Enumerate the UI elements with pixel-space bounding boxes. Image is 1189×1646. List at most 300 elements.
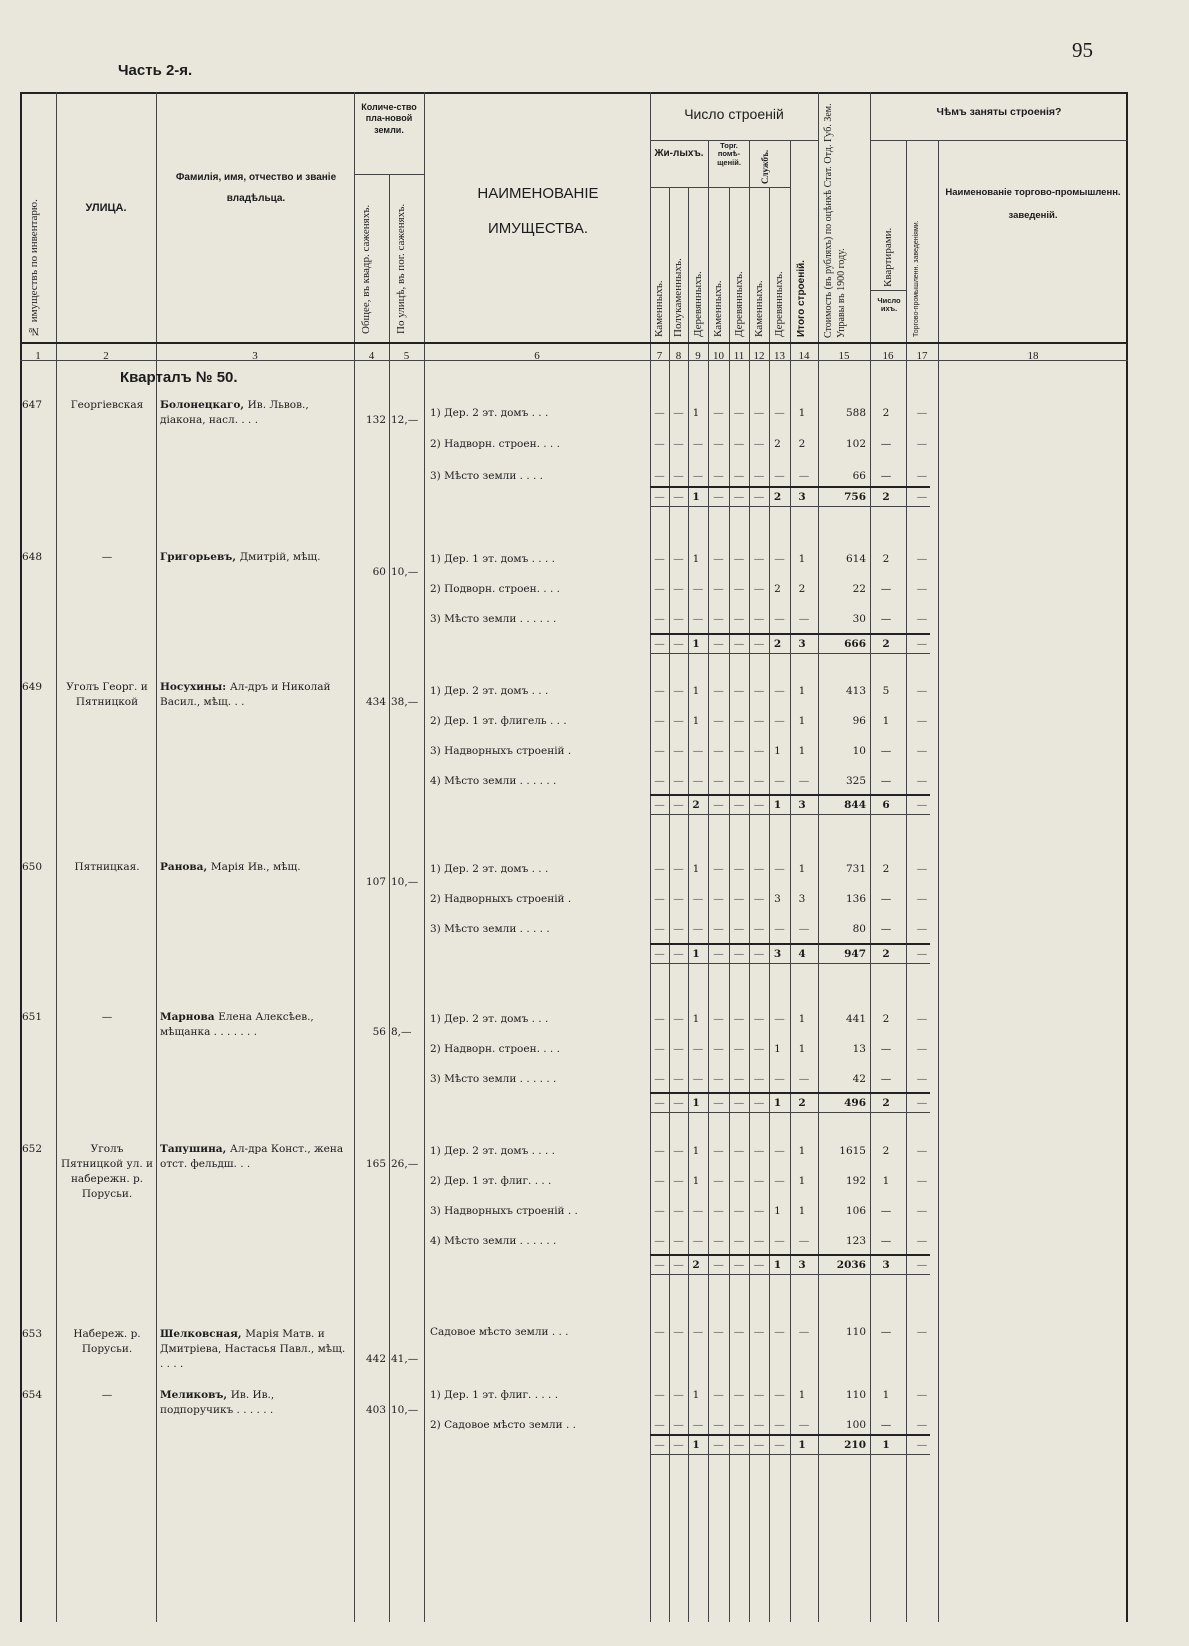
empty-cell-dash: —	[654, 745, 665, 757]
empty-cell-dash: —	[733, 553, 745, 565]
value-c9: 1	[692, 1145, 700, 1157]
empty-cell-dash: —	[713, 893, 724, 905]
empty-cell-dash: —	[774, 715, 785, 727]
property-item: 1) Дер. 1 эт. домъ . . . .	[430, 553, 555, 565]
property-item: 1) Дер. 2 эт. домъ . . .	[430, 407, 549, 419]
empty-cell-dash: —	[673, 1326, 684, 1338]
page-number: 95	[1072, 38, 1093, 62]
value-c14: 1	[798, 553, 806, 565]
empty-cell-dash: —	[753, 583, 765, 595]
empty-cell-dash: —	[713, 583, 724, 595]
empty-cell-dash: —	[753, 1145, 765, 1157]
owner-surname: Тапушина,	[160, 1143, 230, 1155]
empty-cell-dash: —	[654, 613, 665, 625]
value-c15: 1615	[839, 1145, 866, 1157]
empty-cell-dash: —	[753, 1235, 765, 1247]
owner-details: Ал-дра Конст., жена отст. фельдш. . .	[160, 1143, 344, 1170]
area-sq-sazhen: 132	[365, 414, 386, 426]
street-name: Набереж. р. Порусьи.	[73, 1328, 141, 1355]
street-name: —	[101, 1011, 113, 1023]
owner-name	[160, 680, 350, 710]
property-item: 2) Подворн. строен. . . .	[430, 583, 560, 595]
property-item: 2) Надворн. строен. . . .	[430, 1043, 560, 1055]
empty-cell-dash: —	[733, 613, 745, 625]
value-c15: 100	[845, 1419, 866, 1431]
value-c15: 102	[845, 438, 866, 450]
empty-cell-dash: —	[713, 1205, 724, 1217]
value-c16: —	[880, 893, 892, 905]
empty-cell-dash: —	[733, 775, 745, 787]
empty-cell-dash: —	[673, 1175, 684, 1187]
empty-cell-dash: —	[733, 407, 745, 419]
inventory-number: 651	[22, 1011, 43, 1023]
empty-cell-dash: —	[673, 1013, 684, 1025]
value-c9: 1	[692, 1013, 700, 1025]
value-c9: 1	[692, 491, 700, 503]
empty-cell-dash: —	[713, 685, 724, 697]
column-number: 5	[403, 350, 410, 362]
empty-cell-dash: —	[733, 923, 745, 935]
empty-cell-dash: —	[733, 1389, 745, 1401]
empty-cell-dash: —	[673, 1439, 684, 1451]
empty-cell-dash: —	[713, 799, 724, 811]
column-number: 3	[252, 350, 258, 362]
empty-cell-dash: —	[916, 685, 928, 697]
empty-cell-dash: —	[753, 470, 765, 482]
empty-cell-dash: —	[753, 1439, 765, 1451]
empty-cell-dash: —	[733, 438, 745, 450]
column-number: 6	[534, 350, 540, 362]
empty-cell-dash: —	[753, 1205, 765, 1217]
empty-cell-dash: —	[916, 470, 928, 482]
empty-cell-dash: —	[713, 638, 724, 650]
value-c15: 110	[845, 1389, 866, 1401]
column-number: 1	[35, 350, 41, 362]
owner-name	[160, 860, 350, 875]
empty-cell-dash: —	[673, 491, 684, 503]
empty-cell-dash: —	[673, 1235, 684, 1247]
header-property-name: НАИМЕНОВАНІЕ ИМУЩЕСТВА.	[477, 185, 599, 237]
value-c13: 1	[773, 1259, 782, 1271]
empty-cell-dash: —	[753, 1013, 765, 1025]
empty-cell-dash: —	[774, 1145, 785, 1157]
header-street: УЛИЦА.	[85, 202, 127, 214]
empty-cell-dash: —	[673, 1097, 684, 1109]
value-c13: 2	[773, 491, 782, 503]
empty-cell-dash: —	[774, 1073, 785, 1085]
value-c15: 192	[845, 1175, 866, 1187]
value-c16: 2	[882, 1145, 890, 1157]
empty-cell-dash: —	[713, 1073, 724, 1085]
empty-cell-dash: —	[916, 491, 928, 503]
value-c13: 1	[774, 1205, 781, 1217]
property-item: 2) Надворныхъ строеній .	[430, 893, 572, 905]
empty-cell-dash: —	[753, 1419, 765, 1431]
value-c16: 2	[882, 638, 890, 650]
empty-cell-dash: —	[733, 745, 745, 757]
value-c16: —	[880, 613, 892, 625]
empty-cell-dash: —	[692, 1073, 704, 1085]
header-c13: Деревянныхъ.	[773, 271, 785, 337]
header-c10: Каменныхъ.	[712, 280, 724, 337]
value-c16: —	[880, 923, 892, 935]
empty-cell-dash: —	[916, 1145, 928, 1157]
empty-cell-dash: —	[916, 745, 928, 757]
column-number: 10	[713, 350, 724, 362]
value-c16: —	[880, 775, 892, 787]
empty-cell-dash: —	[753, 407, 765, 419]
empty-cell-dash: —	[733, 863, 745, 875]
empty-cell-dash: —	[753, 1073, 765, 1085]
empty-cell-dash: —	[774, 407, 785, 419]
value-c14: 1	[798, 715, 806, 727]
empty-cell-dash: —	[753, 1259, 765, 1271]
value-c13: 2	[773, 638, 782, 650]
empty-cell-dash: —	[654, 948, 665, 960]
area-sq-sazhen: 60	[372, 566, 386, 578]
value-c14: 3	[798, 491, 806, 503]
empty-cell-dash: —	[733, 1439, 745, 1451]
area-sq-sazhen: 434	[365, 696, 386, 708]
empty-cell-dash: —	[774, 470, 785, 482]
owner-name	[160, 1010, 350, 1040]
value-c9: 1	[692, 553, 700, 565]
column-number: 13	[774, 350, 785, 362]
value-c9: 1	[692, 638, 700, 650]
inventory-number: 652	[22, 1143, 43, 1155]
owner-name	[160, 550, 350, 565]
empty-cell-dash: —	[713, 1439, 724, 1451]
empty-cell-dash: —	[654, 1073, 665, 1085]
value-c15: 22	[852, 583, 866, 595]
empty-cell-dash: —	[916, 583, 928, 595]
value-c16: 6	[882, 799, 890, 811]
value-c15: 844	[844, 799, 866, 811]
header-owner: Фамилія, имя, отчество и званіе владѣльца.	[175, 172, 337, 204]
value-c15: 614	[845, 553, 866, 565]
empty-cell-dash: —	[654, 1419, 665, 1431]
value-c14: 1	[798, 1439, 806, 1451]
empty-cell-dash: —	[916, 863, 928, 875]
empty-cell-dash: —	[713, 1043, 724, 1055]
header-c16-count: Число ихъ.	[877, 296, 901, 314]
column-number: 15	[838, 350, 850, 362]
value-c16: —	[880, 1419, 892, 1431]
frontage-sazhen: 38,—	[391, 696, 419, 708]
value-c16: 2	[882, 553, 890, 565]
value-c13: 3	[774, 893, 781, 905]
header-c7: Каменныхъ.	[653, 280, 665, 337]
owner-details: Марія Матв. и Дмитріева, Настасья Павл., мѣщ. . . . .	[160, 1328, 346, 1370]
header-occupied-group: Чѣмъ заняты строенія?	[936, 106, 1062, 118]
empty-cell-dash: —	[654, 583, 665, 595]
property-item: 3) Надворныхъ строеній .	[430, 745, 572, 757]
owner-surname: Меликовъ,	[160, 1389, 231, 1401]
empty-cell-dash: —	[654, 863, 665, 875]
value-c15: 123	[845, 1235, 866, 1247]
empty-cell-dash: —	[916, 1419, 928, 1431]
value-c15: 42	[852, 1073, 866, 1085]
owner-details: Ал-дръ и Николай Васил., мѣщ. . .	[160, 681, 331, 708]
value-c14: 1	[798, 1145, 806, 1157]
value-c16: 1	[882, 715, 890, 727]
value-c16: —	[880, 1043, 892, 1055]
empty-cell-dash: —	[733, 893, 745, 905]
empty-cell-dash: —	[753, 1097, 765, 1109]
empty-cell-dash: —	[654, 491, 665, 503]
empty-cell-dash: —	[713, 1389, 724, 1401]
empty-cell-dash: —	[916, 1259, 928, 1271]
value-c14: 1	[798, 407, 806, 419]
empty-cell-dash: —	[654, 438, 665, 450]
value-c16: 3	[882, 1259, 890, 1271]
value-c16: —	[880, 438, 892, 450]
empty-cell-dash: —	[916, 1043, 928, 1055]
owner-details: Дмитрій, мѣщ.	[239, 551, 321, 563]
property-item: 2) Надворн. строен. . . .	[430, 438, 560, 450]
value-c15: 110	[845, 1326, 866, 1338]
area-sq-sazhen: 403	[365, 1404, 386, 1416]
property-item: 2) Дер. 1 эт. флиг. . . .	[430, 1175, 552, 1187]
value-c9: 1	[692, 1389, 700, 1401]
value-c15: 413	[845, 685, 866, 697]
value-c15: 210	[844, 1439, 866, 1451]
empty-cell-dash: —	[733, 470, 745, 482]
empty-cell-dash: —	[774, 863, 785, 875]
empty-cell-dash: —	[654, 775, 665, 787]
empty-cell-dash: —	[692, 438, 704, 450]
owner-details: Марія Ив., мѣщ.	[210, 861, 301, 873]
header-service: Службъ.	[760, 149, 770, 184]
inventory-number: 648	[22, 551, 43, 563]
empty-cell-dash: —	[713, 715, 724, 727]
empty-cell-dash: —	[733, 1175, 745, 1187]
empty-cell-dash: —	[713, 1097, 724, 1109]
value-c14: 3	[798, 799, 806, 811]
area-sq-sazhen: 165	[365, 1158, 386, 1170]
value-c14: 3	[798, 893, 806, 905]
inventory-number: 654	[22, 1389, 43, 1401]
empty-cell-dash: —	[733, 715, 745, 727]
property-item: 3) Мѣсто земли . . . . .	[430, 923, 550, 935]
empty-cell-dash: —	[916, 438, 928, 450]
value-c14: 3	[798, 638, 806, 650]
empty-cell-dash: —	[673, 745, 684, 757]
owner-surname: Болонецкаго,	[160, 399, 248, 411]
empty-cell-dash: —	[916, 1013, 928, 1025]
empty-cell-dash: —	[654, 553, 665, 565]
inventory-table	[20, 92, 1128, 1622]
value-c9: 1	[692, 1175, 700, 1187]
header-inventory-no: № имуществъ по инвентарю.	[28, 199, 40, 337]
value-c9: 1	[692, 685, 700, 697]
empty-cell-dash: —	[798, 775, 810, 787]
empty-cell-dash: —	[798, 1073, 810, 1085]
empty-cell-dash: —	[916, 1175, 928, 1187]
empty-cell-dash: —	[713, 745, 724, 757]
empty-cell-dash: —	[774, 1013, 785, 1025]
owner-surname: Шелковсная,	[160, 1328, 246, 1340]
value-c15: 136	[845, 893, 866, 905]
empty-cell-dash: —	[753, 715, 765, 727]
empty-cell-dash: —	[733, 1205, 745, 1217]
empty-cell-dash: —	[798, 1326, 810, 1338]
empty-cell-dash: —	[654, 1097, 665, 1109]
value-c16: —	[880, 745, 892, 757]
owner-details: Елена Алексѣев., мѣщанка . . . . . . .	[160, 1011, 314, 1038]
empty-cell-dash: —	[916, 1235, 928, 1247]
empty-cell-dash: —	[916, 1097, 928, 1109]
empty-cell-dash: —	[753, 1175, 765, 1187]
empty-cell-dash: —	[673, 948, 684, 960]
empty-cell-dash: —	[753, 893, 765, 905]
frontage-sazhen: 10,—	[391, 876, 419, 888]
value-c14: 1	[798, 745, 806, 757]
empty-cell-dash: —	[673, 1205, 684, 1217]
empty-cell-dash: —	[673, 1145, 684, 1157]
owner-name	[160, 398, 350, 428]
inventory-number: 653	[22, 1328, 43, 1340]
value-c14: 2	[798, 438, 806, 450]
empty-cell-dash: —	[798, 923, 810, 935]
column-number: 7	[656, 350, 663, 362]
value-c16: 2	[882, 948, 890, 960]
header-land-group: Количе-ство пла-новой земли.	[361, 102, 417, 135]
value-c14: 1	[798, 863, 806, 875]
value-c9: 1	[692, 948, 700, 960]
empty-cell-dash: —	[673, 438, 684, 450]
empty-cell-dash: —	[753, 553, 765, 565]
empty-cell-dash: —	[692, 1235, 704, 1247]
empty-cell-dash: —	[713, 1145, 724, 1157]
empty-cell-dash: —	[673, 470, 684, 482]
empty-cell-dash: —	[774, 553, 785, 565]
empty-cell-dash: —	[753, 948, 765, 960]
property-item: 3) Мѣсто земли . . . .	[430, 470, 544, 482]
empty-cell-dash: —	[673, 923, 684, 935]
property-item: 1) Дер. 2 эт. домъ . . .	[430, 1013, 549, 1025]
property-item: 4) Мѣсто земли . . . . . .	[430, 1235, 557, 1247]
empty-cell-dash: —	[733, 1073, 745, 1085]
empty-cell-dash: —	[654, 1389, 665, 1401]
empty-cell-dash: —	[692, 1326, 704, 1338]
section-title: Кварталъ № 50.	[120, 369, 238, 386]
empty-cell-dash: —	[673, 863, 684, 875]
empty-cell-dash: —	[654, 1043, 665, 1055]
empty-cell-dash: —	[916, 775, 928, 787]
inventory-number: 650	[22, 861, 43, 873]
empty-cell-dash: —	[774, 775, 785, 787]
empty-cell-dash: —	[654, 1259, 665, 1271]
empty-cell-dash: —	[916, 407, 928, 419]
empty-cell-dash: —	[753, 613, 765, 625]
value-c13: 1	[774, 1043, 781, 1055]
empty-cell-dash: —	[713, 1175, 724, 1187]
value-c16: —	[880, 1235, 892, 1247]
value-c13: 2	[774, 583, 781, 595]
value-c16: —	[880, 1205, 892, 1217]
column-number: 17	[916, 350, 928, 362]
empty-cell-dash: —	[654, 1235, 665, 1247]
column-number: 16	[882, 350, 894, 362]
value-c16: —	[880, 1326, 892, 1338]
empty-cell-dash: —	[774, 1235, 785, 1247]
empty-cell-dash: —	[654, 893, 665, 905]
empty-cell-dash: —	[798, 1419, 810, 1431]
empty-cell-dash: —	[916, 1073, 928, 1085]
empty-cell-dash: —	[774, 923, 785, 935]
empty-cell-dash: —	[713, 407, 724, 419]
empty-cell-dash: —	[733, 1259, 745, 1271]
empty-cell-dash: —	[713, 470, 724, 482]
empty-cell-dash: —	[654, 407, 665, 419]
value-c16: —	[880, 1073, 892, 1085]
street-name: Уголъ Георг. и Пятницкой	[66, 681, 148, 708]
owner-surname: Носухины:	[160, 681, 230, 693]
column-number: 11	[733, 350, 745, 362]
empty-cell-dash: —	[733, 583, 745, 595]
value-c16: 1	[882, 1389, 890, 1401]
empty-cell-dash: —	[713, 553, 724, 565]
property-item: Садовое мѣсто земли . . .	[430, 1326, 569, 1338]
empty-cell-dash: —	[692, 613, 704, 625]
empty-cell-dash: —	[916, 553, 928, 565]
empty-cell-dash: —	[733, 491, 745, 503]
value-c15: 96	[852, 715, 866, 727]
empty-cell-dash: —	[798, 1235, 810, 1247]
value-c15: 588	[845, 407, 866, 419]
empty-cell-dash: —	[733, 1145, 745, 1157]
header-total-area: Общее, въ квадр. саженяхъ.	[360, 204, 372, 334]
empty-cell-dash: —	[692, 745, 704, 757]
empty-cell-dash: —	[654, 1013, 665, 1025]
header-buildings-group: Число строеній	[684, 106, 784, 122]
property-item: 2) Садовое мѣсто земли . .	[430, 1419, 576, 1431]
empty-cell-dash: —	[654, 470, 665, 482]
header-trade: Торг. помѣ-щеній.	[717, 141, 741, 167]
street-name: Пятницкая.	[74, 861, 140, 873]
empty-cell-dash: —	[654, 799, 665, 811]
empty-cell-dash: —	[916, 715, 928, 727]
value-c14: 4	[798, 948, 806, 960]
value-c16: 1	[882, 1439, 890, 1451]
header-c12: Каменныхъ.	[753, 280, 765, 337]
frontage-sazhen: 10,—	[391, 566, 419, 578]
owner-surname: Григорьевъ,	[160, 551, 240, 563]
owner-details: Ив. Ив., подпоручикъ . . . . . .	[160, 1389, 275, 1416]
empty-cell-dash: —	[713, 775, 724, 787]
value-c14: 1	[798, 1043, 806, 1055]
value-c13: 1	[774, 745, 781, 757]
property-item: 1) Дер. 1 эт. флиг. . . . .	[430, 1389, 559, 1401]
empty-cell-dash: —	[753, 1043, 765, 1055]
empty-cell-dash: —	[654, 923, 665, 935]
empty-cell-dash: —	[654, 1439, 665, 1451]
value-c14: 1	[798, 1389, 806, 1401]
column-number: 2	[103, 350, 109, 362]
value-c9: 2	[692, 799, 700, 811]
empty-cell-dash: —	[916, 1326, 928, 1338]
column-number: 14	[798, 350, 810, 362]
empty-cell-dash: —	[733, 1097, 745, 1109]
empty-cell-dash: —	[692, 1205, 704, 1217]
empty-cell-dash: —	[774, 1389, 785, 1401]
value-c14: 3	[798, 1259, 806, 1271]
empty-cell-dash: —	[673, 685, 684, 697]
empty-cell-dash: —	[774, 613, 785, 625]
empty-cell-dash: —	[798, 613, 810, 625]
empty-cell-dash: —	[733, 1326, 745, 1338]
